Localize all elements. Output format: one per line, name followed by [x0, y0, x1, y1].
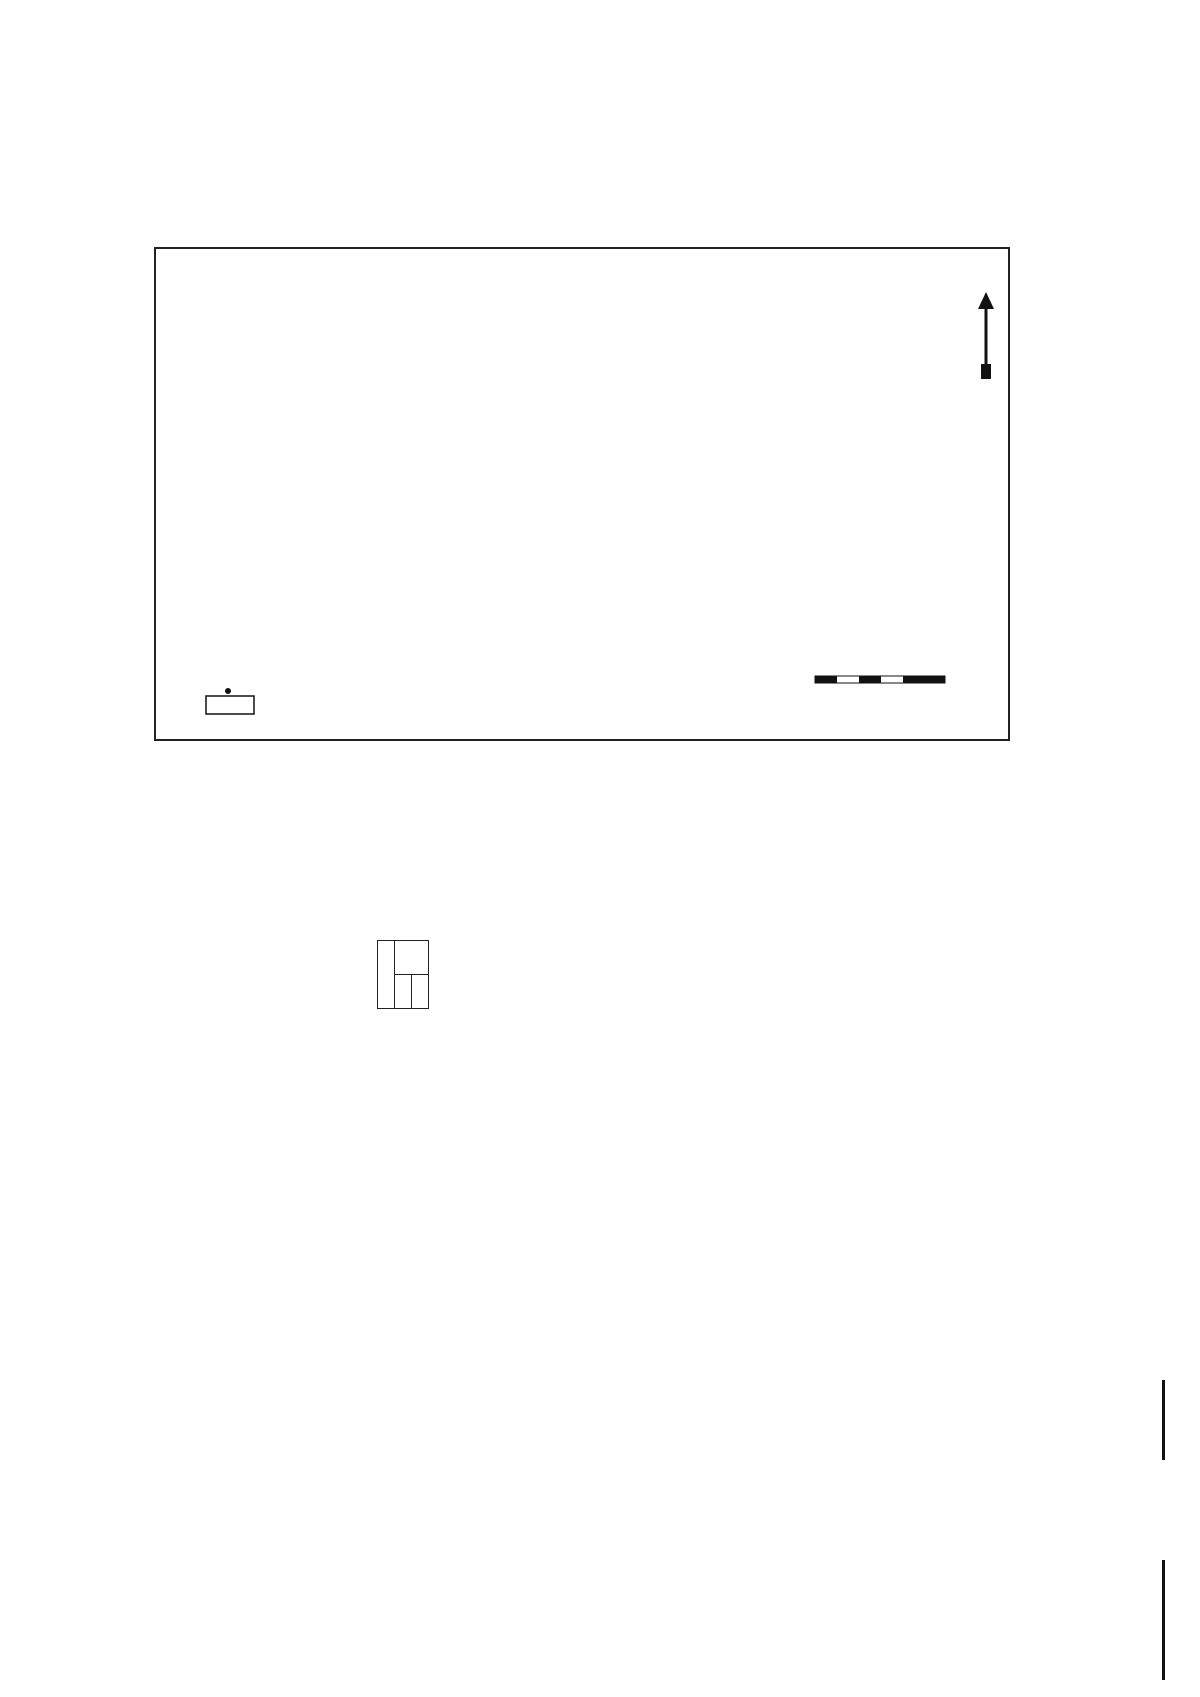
scan-edge-mark: [1162, 1560, 1165, 1680]
map-canvas: [156, 249, 1008, 739]
north-arrow-head: [978, 292, 994, 309]
table-header-row: [378, 941, 429, 975]
scan-edge-mark: [1162, 1380, 1165, 1460]
coordinates-table: [377, 940, 429, 1009]
scale-segment-2: [859, 676, 881, 683]
legend-point-symbol: [225, 688, 231, 694]
boundary-map: [154, 247, 1010, 741]
north-arrow-tail: [981, 364, 991, 379]
header-longitude: [412, 975, 429, 1009]
header-coordinates: [395, 941, 429, 975]
map-legend: [206, 688, 254, 714]
header-point: [378, 941, 395, 1009]
north-arrow: [978, 292, 994, 379]
header-latitude: [395, 975, 412, 1009]
scale-segment-1: [815, 676, 837, 683]
scale-bar: [815, 676, 945, 683]
scale-segment-3: [903, 676, 945, 683]
legend-boundary-symbol: [206, 696, 254, 714]
